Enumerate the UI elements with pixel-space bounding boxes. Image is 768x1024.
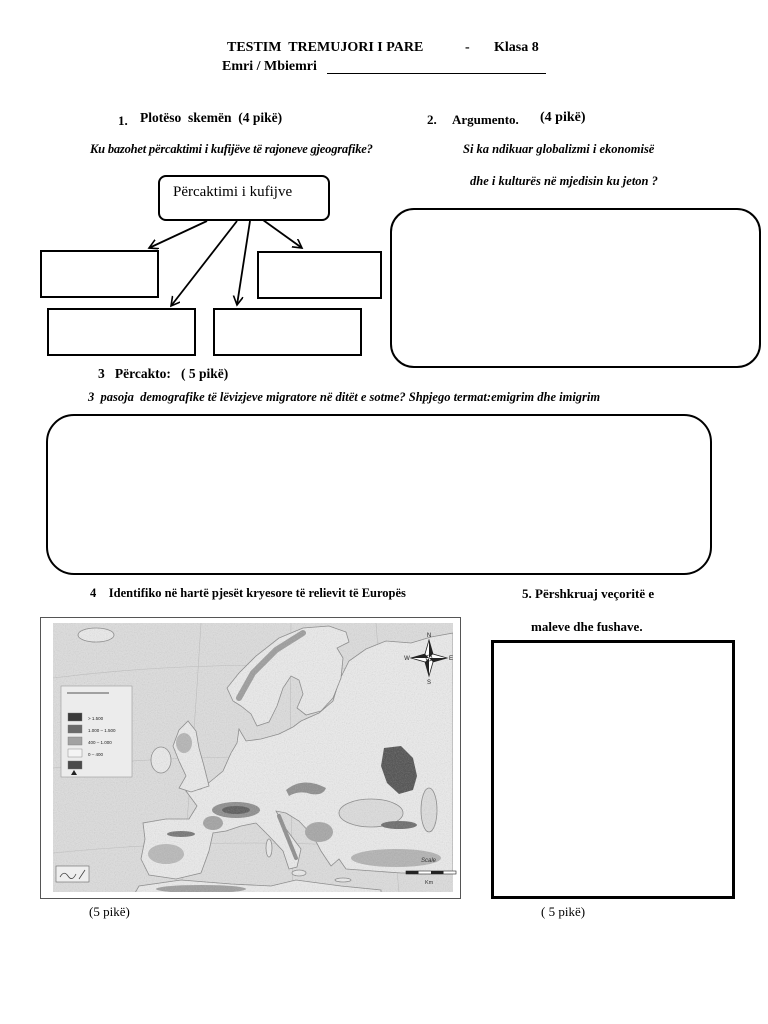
scale-label: Scale [421,858,437,864]
map-inset [56,866,89,882]
q2-points: (4 pikë) [540,110,586,125]
legend-label-1: > 1.500 [88,716,104,721]
name-label: Emri / Mbiemri [222,59,317,74]
q2-question-line2: dhe i kulturës në mjedisin ku jeton ? [470,174,658,188]
q3-question: 3 pasoja demografike të lëvizjeve migratore në ditët e sotme? Shpjego termat:emigrim dhe imigrim [88,390,601,404]
q3-title: 3 Përcakto: ( 5 pikë) [98,366,229,381]
arrow-to-box-2 [263,220,302,248]
compass-west: W [404,656,410,662]
q1-title: Plotëso skemën (4 pikë) [140,110,283,125]
legend-swatch-1 [68,713,82,721]
test-title: TESTIM TREMUJORI I PARE [227,40,424,55]
arrow-to-box-4 [237,221,250,305]
legend-title-mark [67,692,109,694]
scheme-answer-box-1 [40,250,159,298]
arrow-to-box-1 [149,221,207,248]
q2-question-line1: Si ka ndikuar globalizmi i ekonomisë [463,142,655,156]
compass-east: E [448,656,454,662]
scale-unit: Km [425,880,434,886]
map-legend [61,686,132,777]
q2-answer-box [390,208,761,368]
scheme-center-box [158,175,330,221]
legend-swatch-3 [68,737,82,745]
scheme-answer-box-4 [213,308,362,356]
europe-relief-map [40,617,461,899]
q1-question: Ku bazohet përcaktimi i kufijëve të rajoneve gjeografike? [90,142,373,156]
legend-label-2: 1.000 – 1.500 [88,728,116,733]
compass-north: N [426,633,432,639]
legend-swatch-5 [68,761,82,769]
legend-swatch-4 [68,749,82,757]
legend-label-4: 0 – 400 [88,752,104,757]
scheme-answer-box-2 [257,251,382,299]
europe-map-graphic [41,618,461,899]
q4-points: (5 pikë) [89,904,130,919]
q1-number: 1. [118,113,128,128]
q2-title: Argumento. [452,112,519,127]
scheme-answer-box-3 [47,308,196,356]
q5-title-line2: maleve dhe fushave. [531,619,643,634]
title-separator: - [465,40,470,55]
q2-number: 2. [427,112,437,127]
legend-swatch-2 [68,725,82,733]
class-label: Klasa 8 [494,40,539,55]
q5-title-line1: 5. Përshkruaj veçoritë e [522,586,655,601]
q4-title: 4 Identifiko në hartë pjesët kryesore të relievit të Europës [90,586,406,600]
name-blank-line [327,73,546,74]
scheme-center-label: Përcaktimi i kufijve [173,184,293,200]
legend-label-3: 400 – 1.000 [88,740,112,745]
arrow-to-box-3 [171,221,237,306]
q5-points: ( 5 pikë) [541,904,586,919]
compass-south: S [426,680,432,686]
q5-answer-box [491,640,735,899]
q3-answer-box [46,414,712,575]
